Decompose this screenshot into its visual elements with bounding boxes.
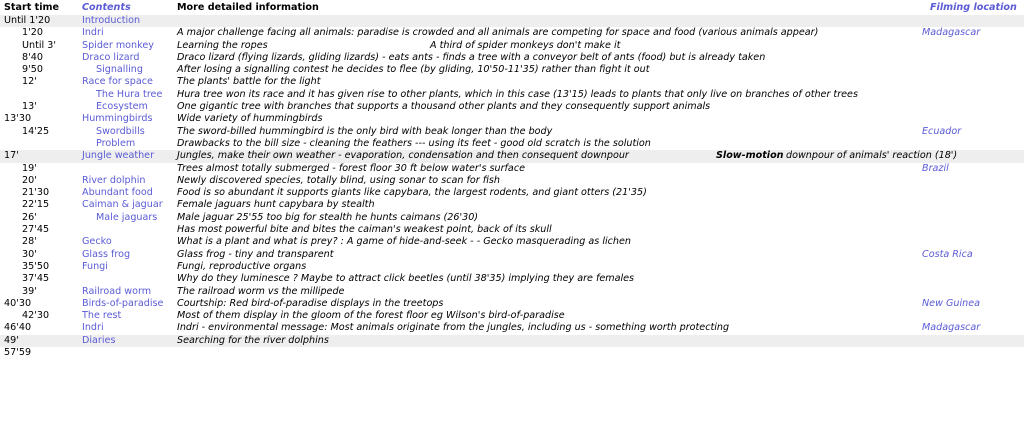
table-row: [0, 322, 1024, 334]
start-time-cell: 14'25: [22, 125, 50, 137]
info-text: Male jaguar 25'55 too big for stealth he hunts caimans (26'30): [177, 211, 479, 223]
start-time-cell: 28': [22, 236, 37, 248]
info-cell: [177, 199, 917, 211]
start-time-cell: 13'30: [4, 113, 32, 125]
table-row: [0, 335, 1024, 347]
info-cell: [177, 163, 917, 175]
info-cell: [177, 261, 917, 273]
table-row: [0, 249, 1024, 261]
info-text: Has most powerful bite and bites the caiman's weakest point, back of its skull: [177, 224, 552, 236]
contents-cell: Jungle weather: [82, 150, 155, 162]
contents-cell: Problem: [96, 137, 136, 149]
table-body: [0, 15, 1024, 359]
info-cell: [177, 40, 917, 52]
location-cell: Costa Rica: [922, 248, 973, 260]
table-row: [0, 286, 1024, 298]
start-time-cell: 12': [22, 76, 37, 88]
info-text: Draco lizard (flying lizards, gliding lizards) - eats ants - finds a tree with a conveyor belt of ants (food) but is already taken: [177, 51, 766, 63]
table-row: [0, 199, 1024, 211]
location-cell: Madagascar: [922, 322, 981, 334]
table-row: [0, 89, 1024, 101]
contents-cell: The rest: [82, 310, 122, 322]
location-cell: Madagascar: [922, 27, 981, 39]
contents-cell: Hummingbirds: [82, 113, 153, 125]
info-text: Wide variety of hummingbirds: [177, 113, 323, 125]
info-cell: [177, 175, 917, 187]
contents-cell: Swordbills: [96, 125, 145, 137]
table-row: [0, 52, 1024, 64]
info-cell: [177, 113, 917, 125]
contents-cell: Caiman & jaguar: [82, 199, 163, 211]
info-text: Why do they luminesce ? Maybe to attract click beetles (until 38'35) implying they are females: [177, 273, 635, 285]
table-row: [0, 236, 1024, 248]
start-time-cell: 37'45: [22, 273, 50, 285]
info-text: Drawbacks to the bill size - cleaning the feathers --- using its feet - good old scratch is the solution: [177, 137, 651, 149]
start-time-cell: 49': [4, 334, 19, 346]
info-cell: [177, 64, 917, 76]
table-row: [0, 40, 1024, 52]
info-text: Indri - environmental message: Most animals originate from the jungles, including us - something worth protecting: [177, 322, 730, 334]
header-contents: Contents: [82, 2, 131, 13]
start-time-cell: 20': [22, 174, 37, 186]
info-text-secondary: A third of spider monkeys don't make it: [430, 39, 621, 51]
table-row: [0, 212, 1024, 224]
info-cell: [177, 298, 917, 310]
info-text: Fungi, reproductive organs: [177, 260, 307, 272]
info-text: Searching for the river dolphins: [177, 334, 329, 346]
contents-cell: Railroad worm: [82, 285, 152, 297]
table-row: [0, 64, 1024, 76]
info-cell: [177, 138, 917, 150]
info-text: Courtship: Red bird-of-paradise displays in the treetops: [177, 297, 444, 309]
contents-cell: Fungi: [82, 260, 108, 272]
contents-cell: Birds-of-paradise: [82, 297, 164, 309]
info-emphasis: Slow-motion: [716, 150, 784, 162]
contents-cell: Indri: [82, 322, 104, 334]
contents-cell: Gecko: [82, 236, 112, 248]
table-row: [0, 310, 1024, 322]
start-time-cell: 27'45: [22, 224, 50, 236]
info-text: One gigantic tree with branches that supports a thousand other plants and they consequently support animals: [177, 101, 711, 113]
start-time-cell: 9'50: [22, 64, 43, 76]
info-text-tail: downpour of animals' reaction (18'): [786, 150, 958, 162]
info-text: What is a plant and what is prey? : A game of hide-and-seek - - Gecko masquerading as lichen: [177, 236, 631, 248]
contents-cell: Draco lizard: [82, 51, 140, 63]
contents-cell: Abundant food: [82, 187, 153, 199]
contents-cell: Signalling: [96, 64, 143, 76]
table-row: [0, 113, 1024, 125]
contents-cell: River dolphin: [82, 174, 146, 186]
table-row: [0, 76, 1024, 88]
contents-cell: The Hura tree: [96, 88, 163, 100]
table-row: [0, 138, 1024, 150]
info-cell: [177, 286, 917, 298]
table-row: [0, 175, 1024, 187]
table-row: [0, 273, 1024, 285]
start-time-cell: 22'15: [22, 199, 50, 211]
start-time-cell: 35'50: [22, 260, 50, 272]
info-cell: [177, 52, 917, 64]
header-info: More detailed information: [177, 2, 319, 13]
info-cell: [177, 27, 917, 39]
contents-cell: Spider monkey: [82, 39, 154, 51]
table-row: [0, 187, 1024, 199]
start-time-cell: 26': [22, 211, 37, 223]
info-text: Hura tree won its race and it has given rise to other plants, which in this case (13'15) leads to plants that only live on branches of other trees: [177, 88, 858, 100]
info-cell: [177, 335, 917, 347]
info-text: The sword-billed hummingbird is the only bird with beak longer than the body: [177, 125, 553, 137]
info-cell: [177, 101, 917, 113]
info-text: A major challenge facing all animals: paradise is crowded and all animals are competing for space and food (various animals appear): [177, 27, 819, 39]
info-cell: [177, 273, 917, 285]
info-text: Food is so abundant it supports giants like capybara, the largest rodents, and giant otters (21'35): [177, 187, 647, 199]
info-text: Female jaguars hunt capybara by stealth: [177, 199, 375, 211]
info-cell: [177, 224, 917, 236]
contents-cell: Race for space: [82, 76, 153, 88]
info-cell: [177, 212, 917, 224]
table-row: [0, 347, 1024, 359]
start-time-cell: Until 1'20: [4, 15, 51, 26]
table-row: [0, 27, 1024, 39]
start-time-cell: 8'40: [22, 51, 43, 63]
start-time-cell: 46'40: [4, 322, 32, 334]
table-row: [0, 15, 1024, 27]
contents-cell: Indri: [82, 27, 104, 39]
info-cell: [177, 322, 917, 334]
info-text: Jungles, make their own weather - evaporation, condensation and then consequent downpour: [177, 150, 629, 162]
table-row: [0, 126, 1024, 138]
table-row: [0, 101, 1024, 113]
contents-cell: Diaries: [82, 334, 116, 346]
info-cell: [177, 236, 917, 248]
table-row: [0, 163, 1024, 175]
info-cell: [177, 76, 917, 88]
table-row: [0, 298, 1024, 310]
start-time-cell: 39': [22, 285, 37, 297]
location-cell: New Guinea: [922, 297, 981, 309]
start-time-cell: 42'30: [22, 310, 50, 322]
info-cell: [177, 150, 958, 162]
info-text: The plants' battle for the light: [177, 76, 321, 88]
info-cell: [177, 310, 917, 322]
info-text: Newly discovered species, totally blind, using sonar to scan for fish: [177, 174, 500, 186]
start-time-cell: 17': [4, 150, 19, 162]
start-time-cell: 40'30: [4, 297, 32, 309]
table-row: [0, 261, 1024, 273]
table-row: [0, 224, 1024, 236]
header-start-time: Start time: [4, 2, 60, 13]
contents-cell: Glass frog: [82, 248, 131, 260]
header-location: Filming location: [930, 2, 1017, 13]
table-row: [0, 150, 1024, 162]
start-time-cell: 57'59: [4, 347, 32, 359]
location-cell: Ecuador: [922, 125, 962, 137]
info-text: The railroad worm vs the millipede: [177, 285, 345, 297]
info-text: Learning the ropes: [177, 39, 268, 51]
info-text: After losing a signalling contest he decides to flee (by gliding, 10'50-11'35) rather than fight it out: [177, 64, 650, 76]
start-time-cell: 19': [22, 162, 37, 174]
start-time-cell: 21'30: [22, 187, 50, 199]
info-text: Trees almost totally submerged - forest floor 30 ft below water's surface: [177, 162, 525, 174]
start-time-cell: 30': [22, 248, 37, 260]
info-cell: [177, 126, 917, 138]
start-time-cell: 13': [22, 101, 37, 113]
info-cell: [177, 89, 917, 101]
location-cell: Brazil: [922, 162, 949, 174]
info-cell: [177, 249, 917, 261]
info-text: Glass frog - tiny and transparent: [177, 248, 334, 260]
start-time-cell: Until 3': [22, 39, 56, 51]
info-cell: [177, 187, 917, 199]
contents-cell: Introduction: [82, 15, 141, 26]
info-text: Most of them display in the gloom of the forest floor eg Wilson's bird-of-paradise: [177, 310, 565, 322]
contents-cell: Male jaguars: [96, 211, 158, 223]
start-time-cell: 1'20: [22, 27, 43, 39]
table-header: [0, 0, 1024, 15]
contents-cell: Ecosystem: [96, 101, 148, 113]
